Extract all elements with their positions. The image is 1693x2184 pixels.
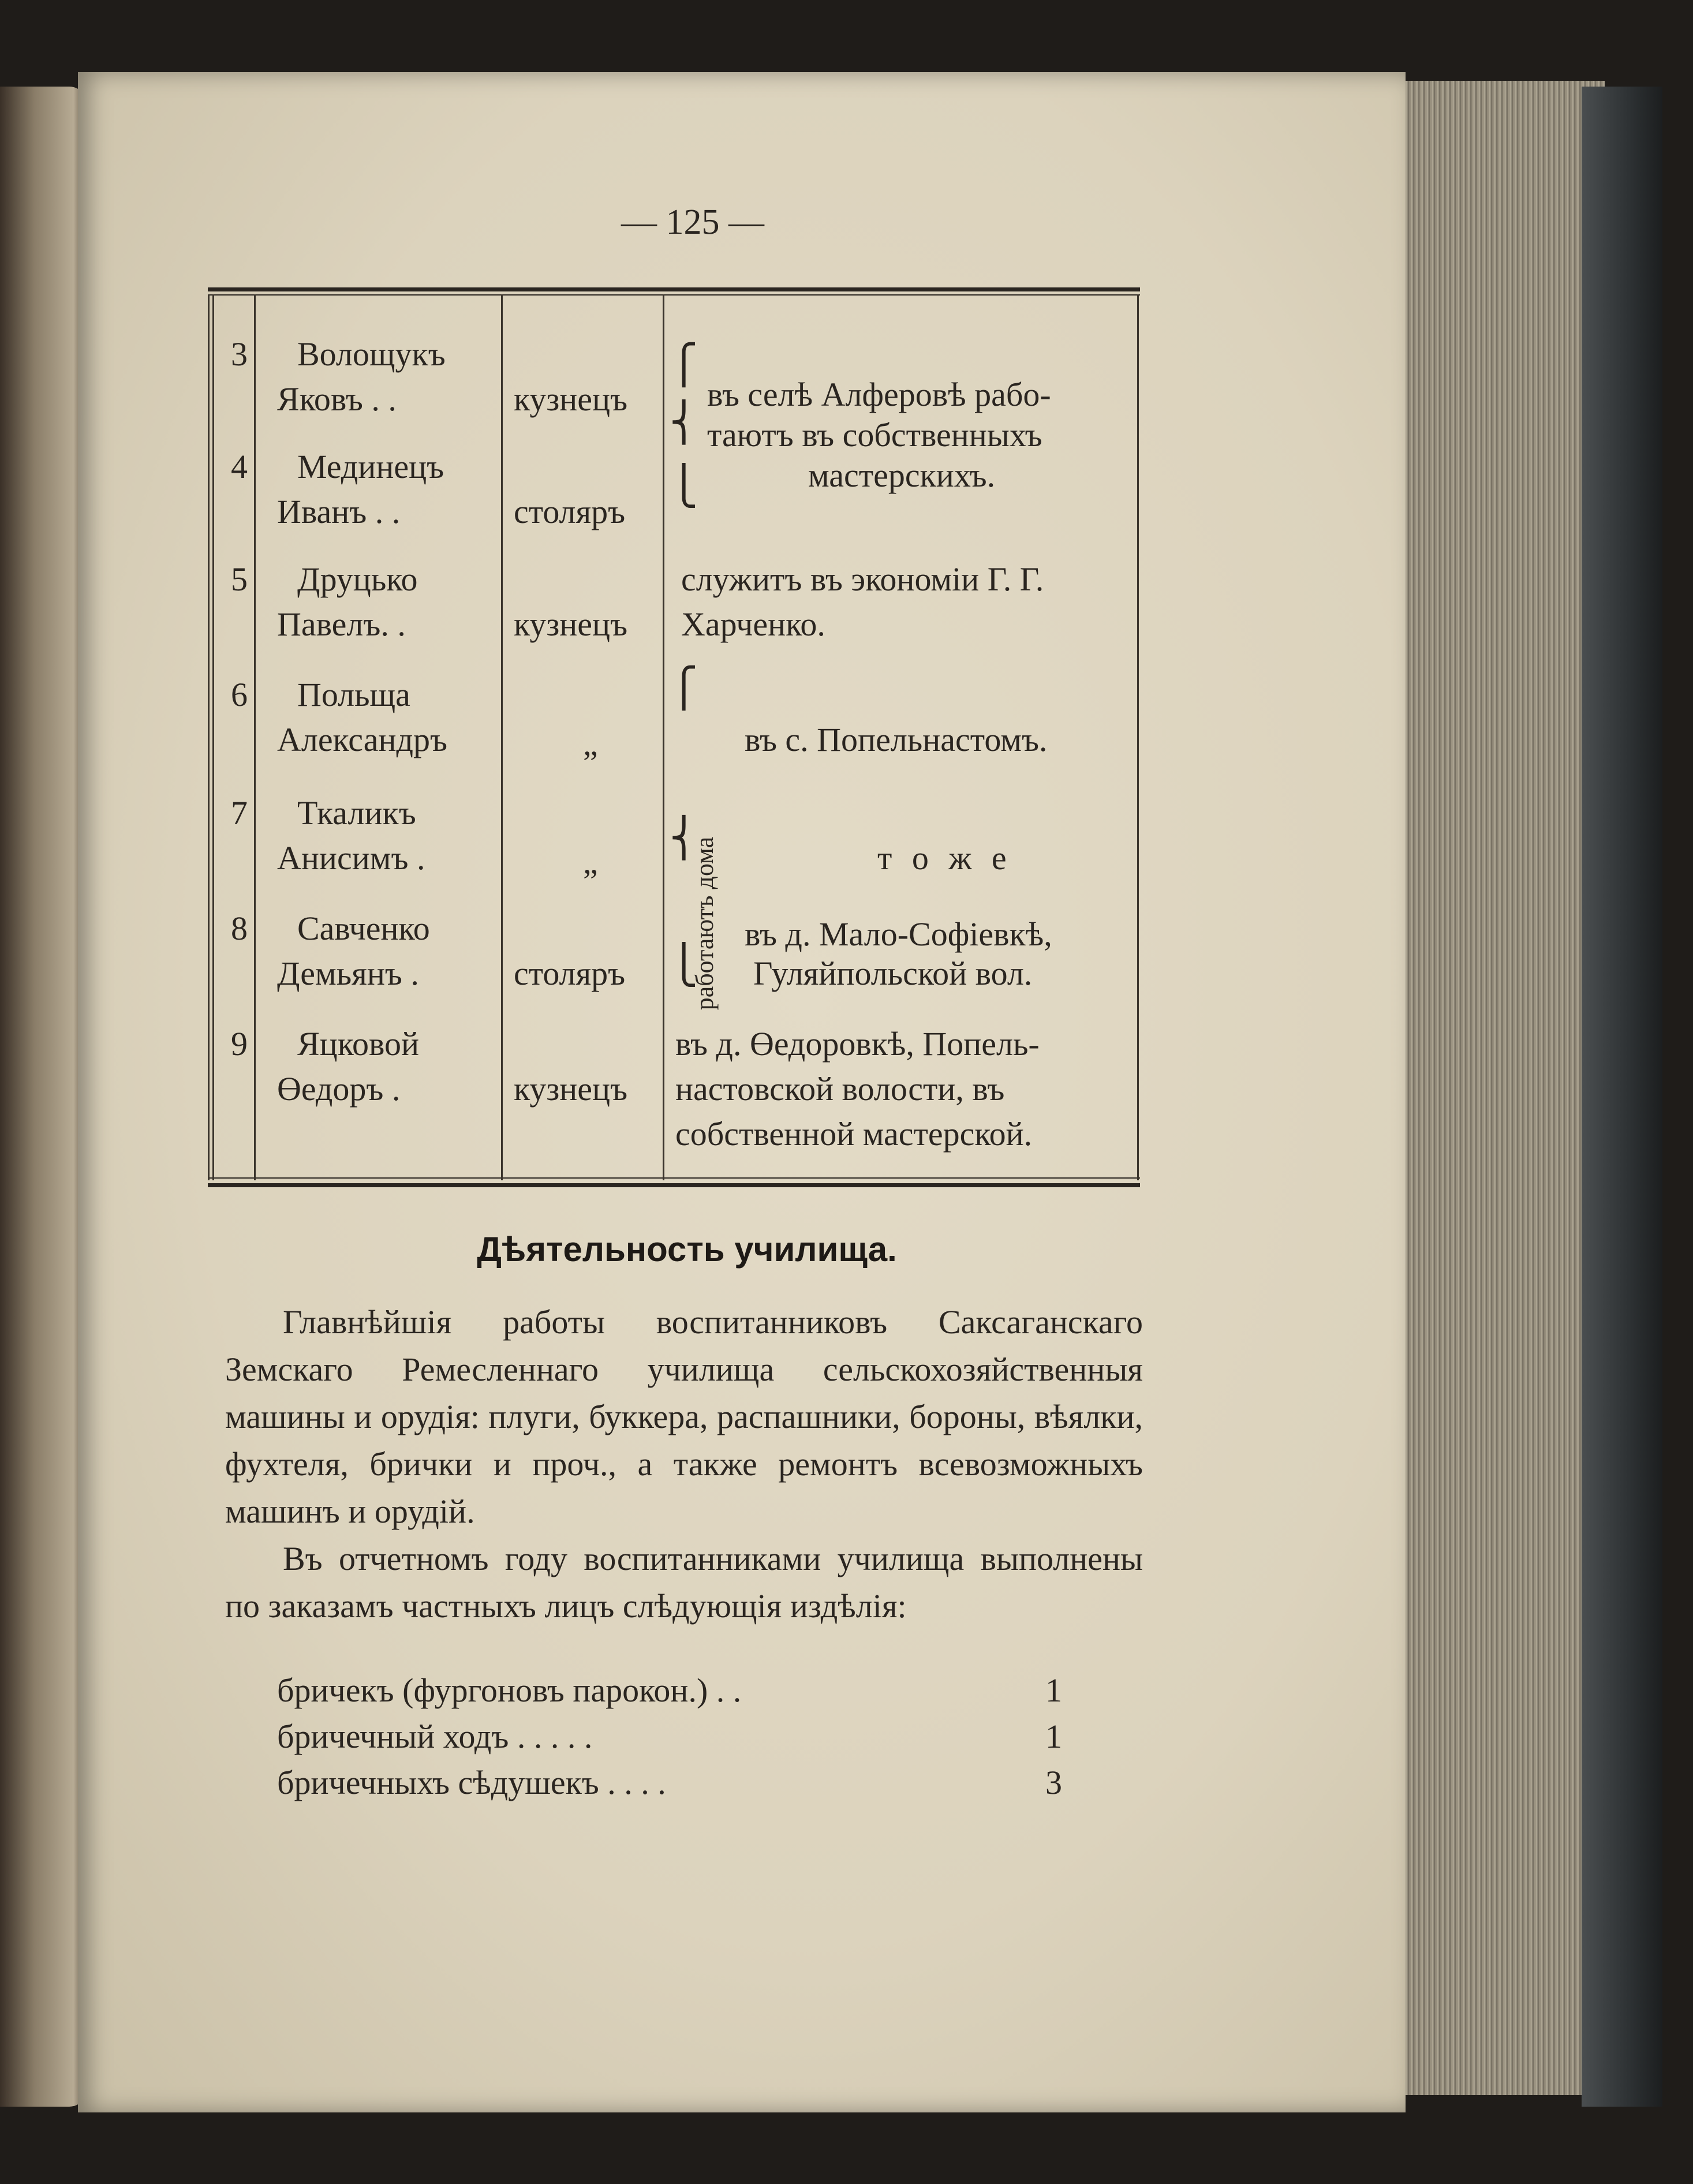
ditto-mark: „ (583, 725, 598, 762)
table-top-rule-inner (208, 294, 1140, 296)
ditto-mark: „ (583, 843, 598, 881)
surname: Волощукъ (297, 335, 446, 373)
note-line: въ с. Попельнастомъ. (745, 721, 1048, 758)
book-page-edges (1374, 81, 1605, 2095)
table-bottom-rule (208, 1183, 1140, 1187)
table-right-border (1137, 294, 1139, 1180)
row-number: 8 (231, 910, 248, 947)
item-label: бричечный ходъ . . . . . (277, 1718, 593, 1755)
item-label: бричечныхъ сѣдушекъ . . . . (277, 1764, 666, 1801)
given-name: Анисимъ . (277, 839, 425, 877)
note-line: таютъ въ собственныхъ (707, 416, 1042, 454)
given-name: Иванъ . . (277, 493, 401, 530)
surname: Мединецъ (297, 448, 444, 485)
note-line: въ д. Өедоровкѣ, Попель- (675, 1025, 1040, 1063)
occupation: кузнецъ (514, 380, 628, 418)
row-number: 5 (231, 560, 248, 598)
note-line: служитъ въ экономіи Г. Г. (681, 560, 1044, 598)
note-line: собственной мастерской. (675, 1115, 1033, 1153)
occupation: кузнецъ (514, 605, 628, 643)
row-number: 4 (231, 448, 248, 485)
item-label: бричекъ (фургоновъ парокон.) . . (277, 1671, 742, 1709)
occupation: столяръ (514, 955, 626, 992)
given-name: Өедоръ . (277, 1070, 401, 1108)
given-name: Яковъ . . (277, 380, 397, 418)
surname: Друцько (297, 560, 418, 598)
surname: Савченко (297, 910, 430, 947)
table-col-divider-3 (663, 294, 664, 1180)
book-cover (1582, 87, 1662, 2107)
row-number: 6 (231, 676, 248, 713)
table-left-border (208, 294, 210, 1180)
row-number: 7 (231, 794, 248, 832)
surname: Ткаликъ (297, 794, 416, 832)
page-number: — 125 — (621, 203, 764, 242)
table-bottom-rule-inner (208, 1177, 1140, 1179)
brace-middle: ⎨ (670, 817, 698, 859)
note-line: Харченко. (681, 605, 825, 643)
surname: Польща (297, 676, 410, 713)
given-name: Павелъ. . (277, 605, 406, 643)
table-top-rule (208, 287, 1140, 291)
brace-middle: ⎨ (670, 402, 698, 444)
list-item (277, 1763, 1062, 1802)
note-line: Гуляйпольской вол. (753, 955, 1033, 992)
brace-top: ⎧ (670, 344, 698, 386)
item-count: 3 (1045, 1764, 1062, 1801)
brace-bottom: ⎩ (670, 944, 698, 986)
given-name: Александръ (277, 721, 448, 758)
brace-top: ⎧ (670, 667, 698, 709)
note-line: т о ж е (877, 839, 1007, 877)
item-count: 1 (1045, 1671, 1062, 1709)
occupation: кузнецъ (514, 1070, 628, 1108)
list-item (277, 1671, 1062, 1710)
note-line: настовской волости, въ (675, 1070, 1005, 1108)
occupation: столяръ (514, 493, 626, 530)
note-line: мастерскихъ. (808, 457, 996, 494)
table-col-divider-2 (501, 294, 503, 1180)
paragraph: Въ отчетномъ году воспитанниками училища выполнены по заказамъ частныхъ лицъ слѣдующія издѣлія: (225, 1540, 1143, 1625)
paragraph: Главнѣйшія работы воспитанниковъ Саксаганскаго Земскаго Ремесленнаго училища сельскохозяйственныя машины и орудія: плуги, буккера, распашники, бороны, вѣялки, фухтеля, брички и проч., а также ремонтъ всевозможныхъ машинъ и орудій. (225, 1303, 1143, 1530)
row-number: 3 (231, 335, 248, 373)
row-number: 9 (231, 1025, 248, 1063)
brace-bottom: ⎩ (670, 465, 698, 507)
previous-page-edge (0, 87, 87, 2107)
list-item (277, 1717, 1062, 1756)
surname: Яцковой (297, 1025, 419, 1063)
table-col-divider-1 (254, 294, 256, 1180)
note-line: въ селѣ Алферовѣ рабо- (707, 376, 1051, 413)
table-left-border-inner (212, 294, 214, 1180)
section-heading: Дѣятельность училища. (477, 1230, 897, 1269)
vertical-label: работаютъ дома (690, 836, 719, 1011)
item-count: 1 (1045, 1718, 1062, 1755)
note-line: въ д. Мало-Софіевкѣ, (745, 915, 1052, 953)
given-name: Демьянъ . (277, 955, 419, 992)
